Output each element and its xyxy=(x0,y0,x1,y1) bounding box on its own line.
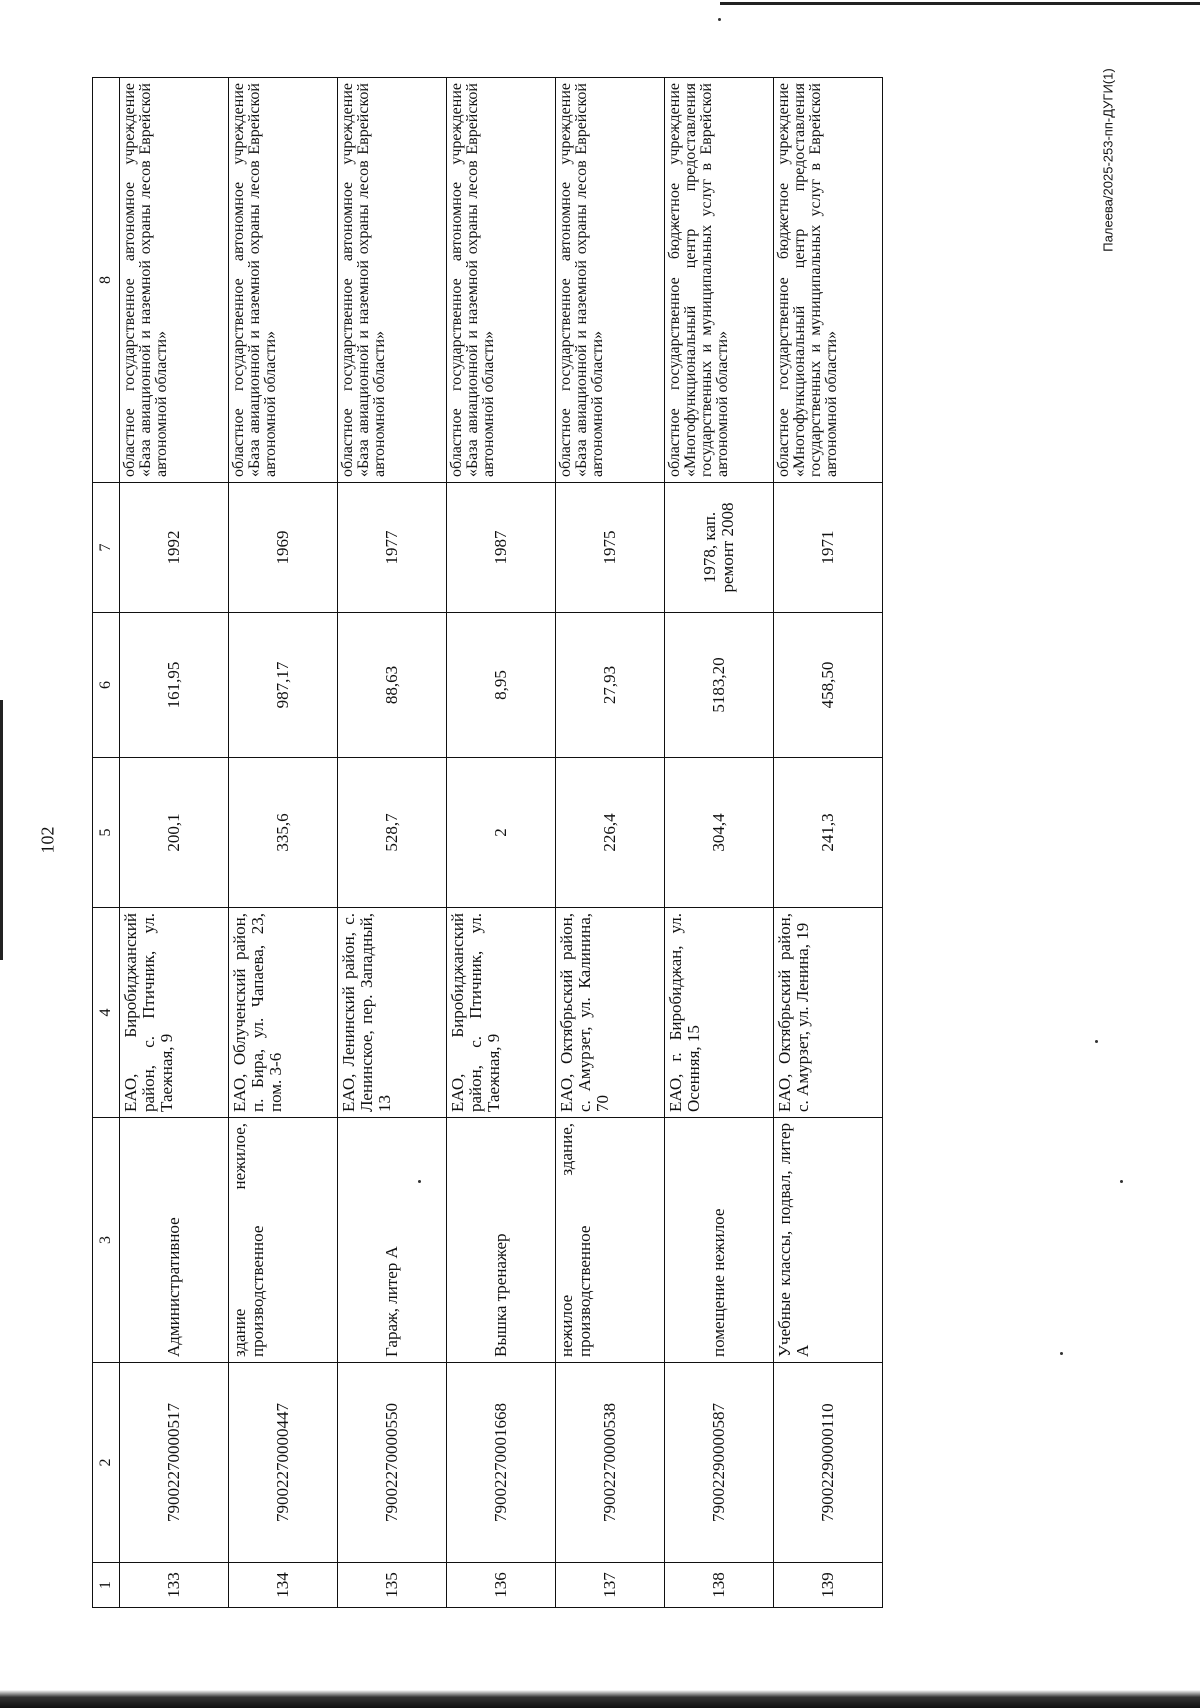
object-area: 241,3 xyxy=(774,758,883,908)
scan-artifact-bottom-band xyxy=(0,1690,1200,1708)
object-area: 528,7 xyxy=(338,758,447,908)
object-address: ЕАО, Облученский район, п. Бира, ул. Чапаева, 23, пом. 3-6 xyxy=(229,908,338,1118)
object-address: ЕАО, Биробиджанский район, с. Птичник, ул. Таежная, 9 xyxy=(120,908,229,1118)
row-number: 137 xyxy=(556,1563,665,1608)
object-address: ЕАО, Ленинский район, с. Ленинское, пер. Западный, 13 xyxy=(338,908,447,1118)
object-area: 304,4 xyxy=(665,758,774,908)
cadastral-number: 79002290000110 xyxy=(774,1363,883,1563)
object-address: ЕАО, Октябрьский район, с. Амурзет, ул. Калинина, 70 xyxy=(556,908,665,1118)
object-address: ЕАО, Биробиджанский район, с. Птичник, ул. Таежная, 9 xyxy=(447,908,556,1118)
table-row xyxy=(120,78,229,1608)
column-header: 5 xyxy=(93,758,120,908)
column-header: 8 xyxy=(93,78,120,483)
column-header: 7 xyxy=(93,483,120,613)
object-value: 987,17 xyxy=(229,613,338,758)
object-name: здание нежилое, производственное xyxy=(229,1118,338,1363)
scan-artifact-top-line xyxy=(720,2,1200,5)
rights-holder: областное государственное бюджетное учреждение «Многофункциональный центр предоставления государственных и муниципальных услуг в Еврейской автономной области» xyxy=(774,78,883,483)
object-value: 5183,20 xyxy=(665,613,774,758)
object-value: 161,95 xyxy=(120,613,229,758)
object-name: Административное xyxy=(120,1118,229,1363)
document-reference: Палеева/2025-253-пп-ДУГИ(1) xyxy=(1100,68,1116,252)
cadastral-number: 79002270000447 xyxy=(229,1363,338,1563)
object-year: 1969 xyxy=(229,483,338,613)
object-name: помещение нежилое xyxy=(665,1118,774,1363)
object-area: 2 xyxy=(447,758,556,908)
object-value: 458,50 xyxy=(774,613,883,758)
object-area: 335,6 xyxy=(229,758,338,908)
object-year: 1978, кап. ремонт 2008 xyxy=(665,483,774,613)
rights-holder: областное государственное автономное учреждение «База авиационной и наземной охраны лесов Еврейской автономной области» xyxy=(120,78,229,483)
property-table xyxy=(92,77,883,1608)
cadastral-number: 79002290000587 xyxy=(665,1363,774,1563)
column-header: 1 xyxy=(93,1563,120,1608)
table-row xyxy=(447,78,556,1608)
object-value: 8,95 xyxy=(447,613,556,758)
object-name: нежилое здание, производственное xyxy=(556,1118,665,1363)
row-number: 138 xyxy=(665,1563,774,1608)
rights-holder: областное государственное автономное учреждение «База авиационной и наземной охраны лесов Еврейской автономной области» xyxy=(556,78,665,483)
cadastral-number: 79002270000538 xyxy=(556,1363,665,1563)
object-area: 226,4 xyxy=(556,758,665,908)
table-row xyxy=(338,78,447,1608)
rights-holder: областное государственное автономное учреждение «База авиационной и наземной охраны лесов Еврейской автономной области» xyxy=(447,78,556,483)
column-header: 3 xyxy=(93,1118,120,1363)
table-row xyxy=(556,78,665,1608)
page-number: 102 xyxy=(37,826,58,854)
row-number: 133 xyxy=(120,1563,229,1608)
scan-artifact-dot xyxy=(1095,1040,1098,1043)
rights-holder: областное государственное бюджетное учреждение «Многофункциональный центр предоставления государственных и муниципальных услуг в Еврейской автономной области» xyxy=(665,78,774,483)
scan-artifact-dot xyxy=(1120,1180,1123,1183)
column-header: 4 xyxy=(93,908,120,1118)
row-number: 136 xyxy=(447,1563,556,1608)
table-row xyxy=(665,78,774,1608)
object-area: 200,1 xyxy=(120,758,229,908)
object-value: 27,93 xyxy=(556,613,665,758)
cadastral-number: 79002270000517 xyxy=(120,1363,229,1563)
row-number: 134 xyxy=(229,1563,338,1608)
cadastral-number: 79002270001668 xyxy=(447,1363,556,1563)
object-value: 88,63 xyxy=(338,613,447,758)
scan-artifact-dot xyxy=(1060,1352,1063,1355)
table-header-row xyxy=(93,78,120,1608)
object-year: 1977 xyxy=(338,483,447,613)
object-year: 1975 xyxy=(556,483,665,613)
object-year: 1992 xyxy=(120,483,229,613)
table-row xyxy=(229,78,338,1608)
property-table-container xyxy=(92,78,972,1608)
column-header: 2 xyxy=(93,1363,120,1563)
scan-artifact-left-edge xyxy=(0,700,3,960)
rights-holder: областное государственное автономное учреждение «База авиационной и наземной охраны лесов Еврейской автономной области» xyxy=(229,78,338,483)
cadastral-number: 79002270000550 xyxy=(338,1363,447,1563)
row-number: 139 xyxy=(774,1563,883,1608)
row-number: 135 xyxy=(338,1563,447,1608)
object-year: 1987 xyxy=(447,483,556,613)
object-name: Учебные классы, подвал, литер А xyxy=(774,1118,883,1363)
object-address: ЕАО, Октябрьский район, с. Амурзет, ул. Ленина, 19 xyxy=(774,908,883,1118)
object-name: Вышка тренажер xyxy=(447,1118,556,1363)
table-row xyxy=(774,78,883,1608)
object-address: ЕАО, г. Биробиджан, ул. Осенняя, 15 xyxy=(665,908,774,1118)
object-name: Гараж, литер А xyxy=(338,1118,447,1363)
object-year: 1971 xyxy=(774,483,883,613)
rights-holder: областное государственное автономное учреждение «База авиационной и наземной охраны лесов Еврейской автономной области» xyxy=(338,78,447,483)
scan-artifact-dot xyxy=(718,18,721,21)
column-header: 6 xyxy=(93,613,120,758)
